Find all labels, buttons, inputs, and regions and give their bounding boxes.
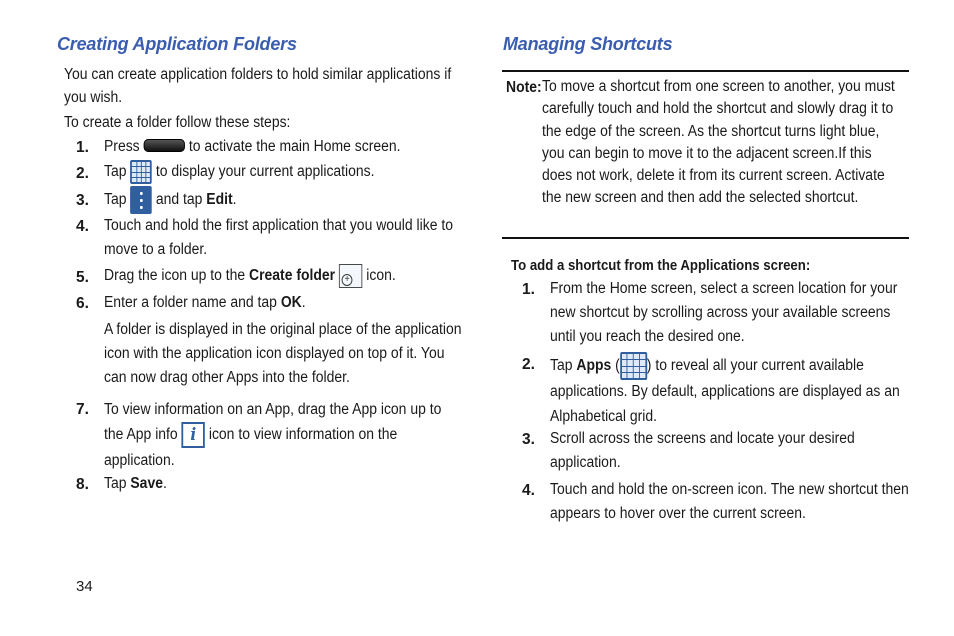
app-info-icon: i xyxy=(182,422,205,448)
shortcut-subhead: To add a shortcut from the Applications screen: xyxy=(511,257,811,274)
note-label: Note: xyxy=(506,79,542,96)
step-5 xyxy=(104,264,464,288)
shortcut-step-4: Touch and hold the on-screen icon. The new shortcut then appears to hover over the current screen. xyxy=(550,481,909,522)
step-bold: Create folder xyxy=(249,267,336,285)
step-number: 1. xyxy=(76,139,89,156)
section-title-folders: Creating Application Folders xyxy=(57,34,297,54)
step-number: 4. xyxy=(76,218,89,235)
note-text: To move a shortcut from one screen to another, you must carefully touch and hold the shortcut and slowly drag it to the edge of the screen. As the shortcut turns light blue, you can begin to move it to the adjacent screen.If this does not work, delete it from its current screen. Activate the new screen and then add the selected shortcut. xyxy=(542,78,895,207)
step-2 xyxy=(104,160,464,184)
step-number: 2. xyxy=(76,165,89,182)
folders-lead: To create a folder follow these steps: xyxy=(64,114,291,131)
step-number: 8. xyxy=(76,476,89,493)
step-number: 7. xyxy=(76,401,89,418)
shortcut-step-1: From the Home screen, select a screen location for your new shortcut by scrolling across your available screens until you reach the desired one. xyxy=(550,280,898,345)
note-bottom-rule xyxy=(502,237,909,239)
step-text: Press xyxy=(104,138,140,155)
step-text: . xyxy=(232,191,237,209)
step-bold: Edit xyxy=(206,191,233,209)
create-folder-icon xyxy=(339,264,362,288)
step-3 xyxy=(104,186,464,214)
step-text: icon to view information on the application. xyxy=(104,426,398,469)
step-bold: Save xyxy=(130,475,163,492)
step-text: and tap xyxy=(155,191,203,209)
step-text: to display your current applications. xyxy=(155,163,375,181)
step-4: Touch and hold the first application that you would like to move to a folder. xyxy=(104,217,453,258)
page-number: 34 xyxy=(76,578,93,595)
apps-grid-icon xyxy=(130,160,152,184)
shortcut-step-2 xyxy=(550,352,910,429)
step-text: Drag the icon up to the xyxy=(104,267,246,285)
section-title-shortcuts: Managing Shortcuts xyxy=(503,34,673,54)
step-7 xyxy=(104,397,464,473)
step-text: To view information on an App, drag the App icon up to the App info xyxy=(104,401,442,444)
step-text: ( xyxy=(615,357,620,375)
shortcut-step-3: Scroll across the screens and locate your desired application. xyxy=(550,430,855,471)
step-number: 5. xyxy=(76,269,89,286)
step-text: Tap xyxy=(104,191,127,209)
note-top-rule xyxy=(502,70,909,72)
folders-intro: You can create application folders to hold similar applications if you wish. xyxy=(64,66,452,106)
step-text: icon. xyxy=(366,267,396,285)
step-8 xyxy=(104,472,464,496)
step-text: to activate the main Home screen. xyxy=(188,138,401,155)
step-number: 3. xyxy=(76,192,89,209)
step-text: Tap xyxy=(104,163,127,181)
step-6 xyxy=(104,291,464,315)
step-1 xyxy=(104,135,464,159)
step-number: 2. xyxy=(522,356,535,373)
step-text: . xyxy=(301,294,306,311)
step-text: ) to reveal all your current available applications. By default, applications are displayed as an Alphabetical grid. xyxy=(550,357,900,425)
step-bold: Apps xyxy=(576,357,612,375)
step-6-note: A folder is displayed in the original place of the application icon with the application icon displayed on top of it. You can now drag other Apps into the folder. xyxy=(104,321,462,386)
step-number: 1. xyxy=(522,281,535,298)
step-bold: OK xyxy=(280,294,302,311)
step-text: Enter a folder name and tap xyxy=(104,294,277,311)
step-number: 4. xyxy=(522,482,535,499)
step-text: . xyxy=(162,475,167,492)
step-number: 6. xyxy=(76,295,89,312)
step-text: Tap xyxy=(104,475,127,492)
home-key-icon xyxy=(144,139,185,152)
step-text: Tap xyxy=(550,357,573,375)
apps-grid-icon xyxy=(620,352,647,380)
step-number: 3. xyxy=(522,431,535,448)
menu-icon xyxy=(130,186,152,214)
